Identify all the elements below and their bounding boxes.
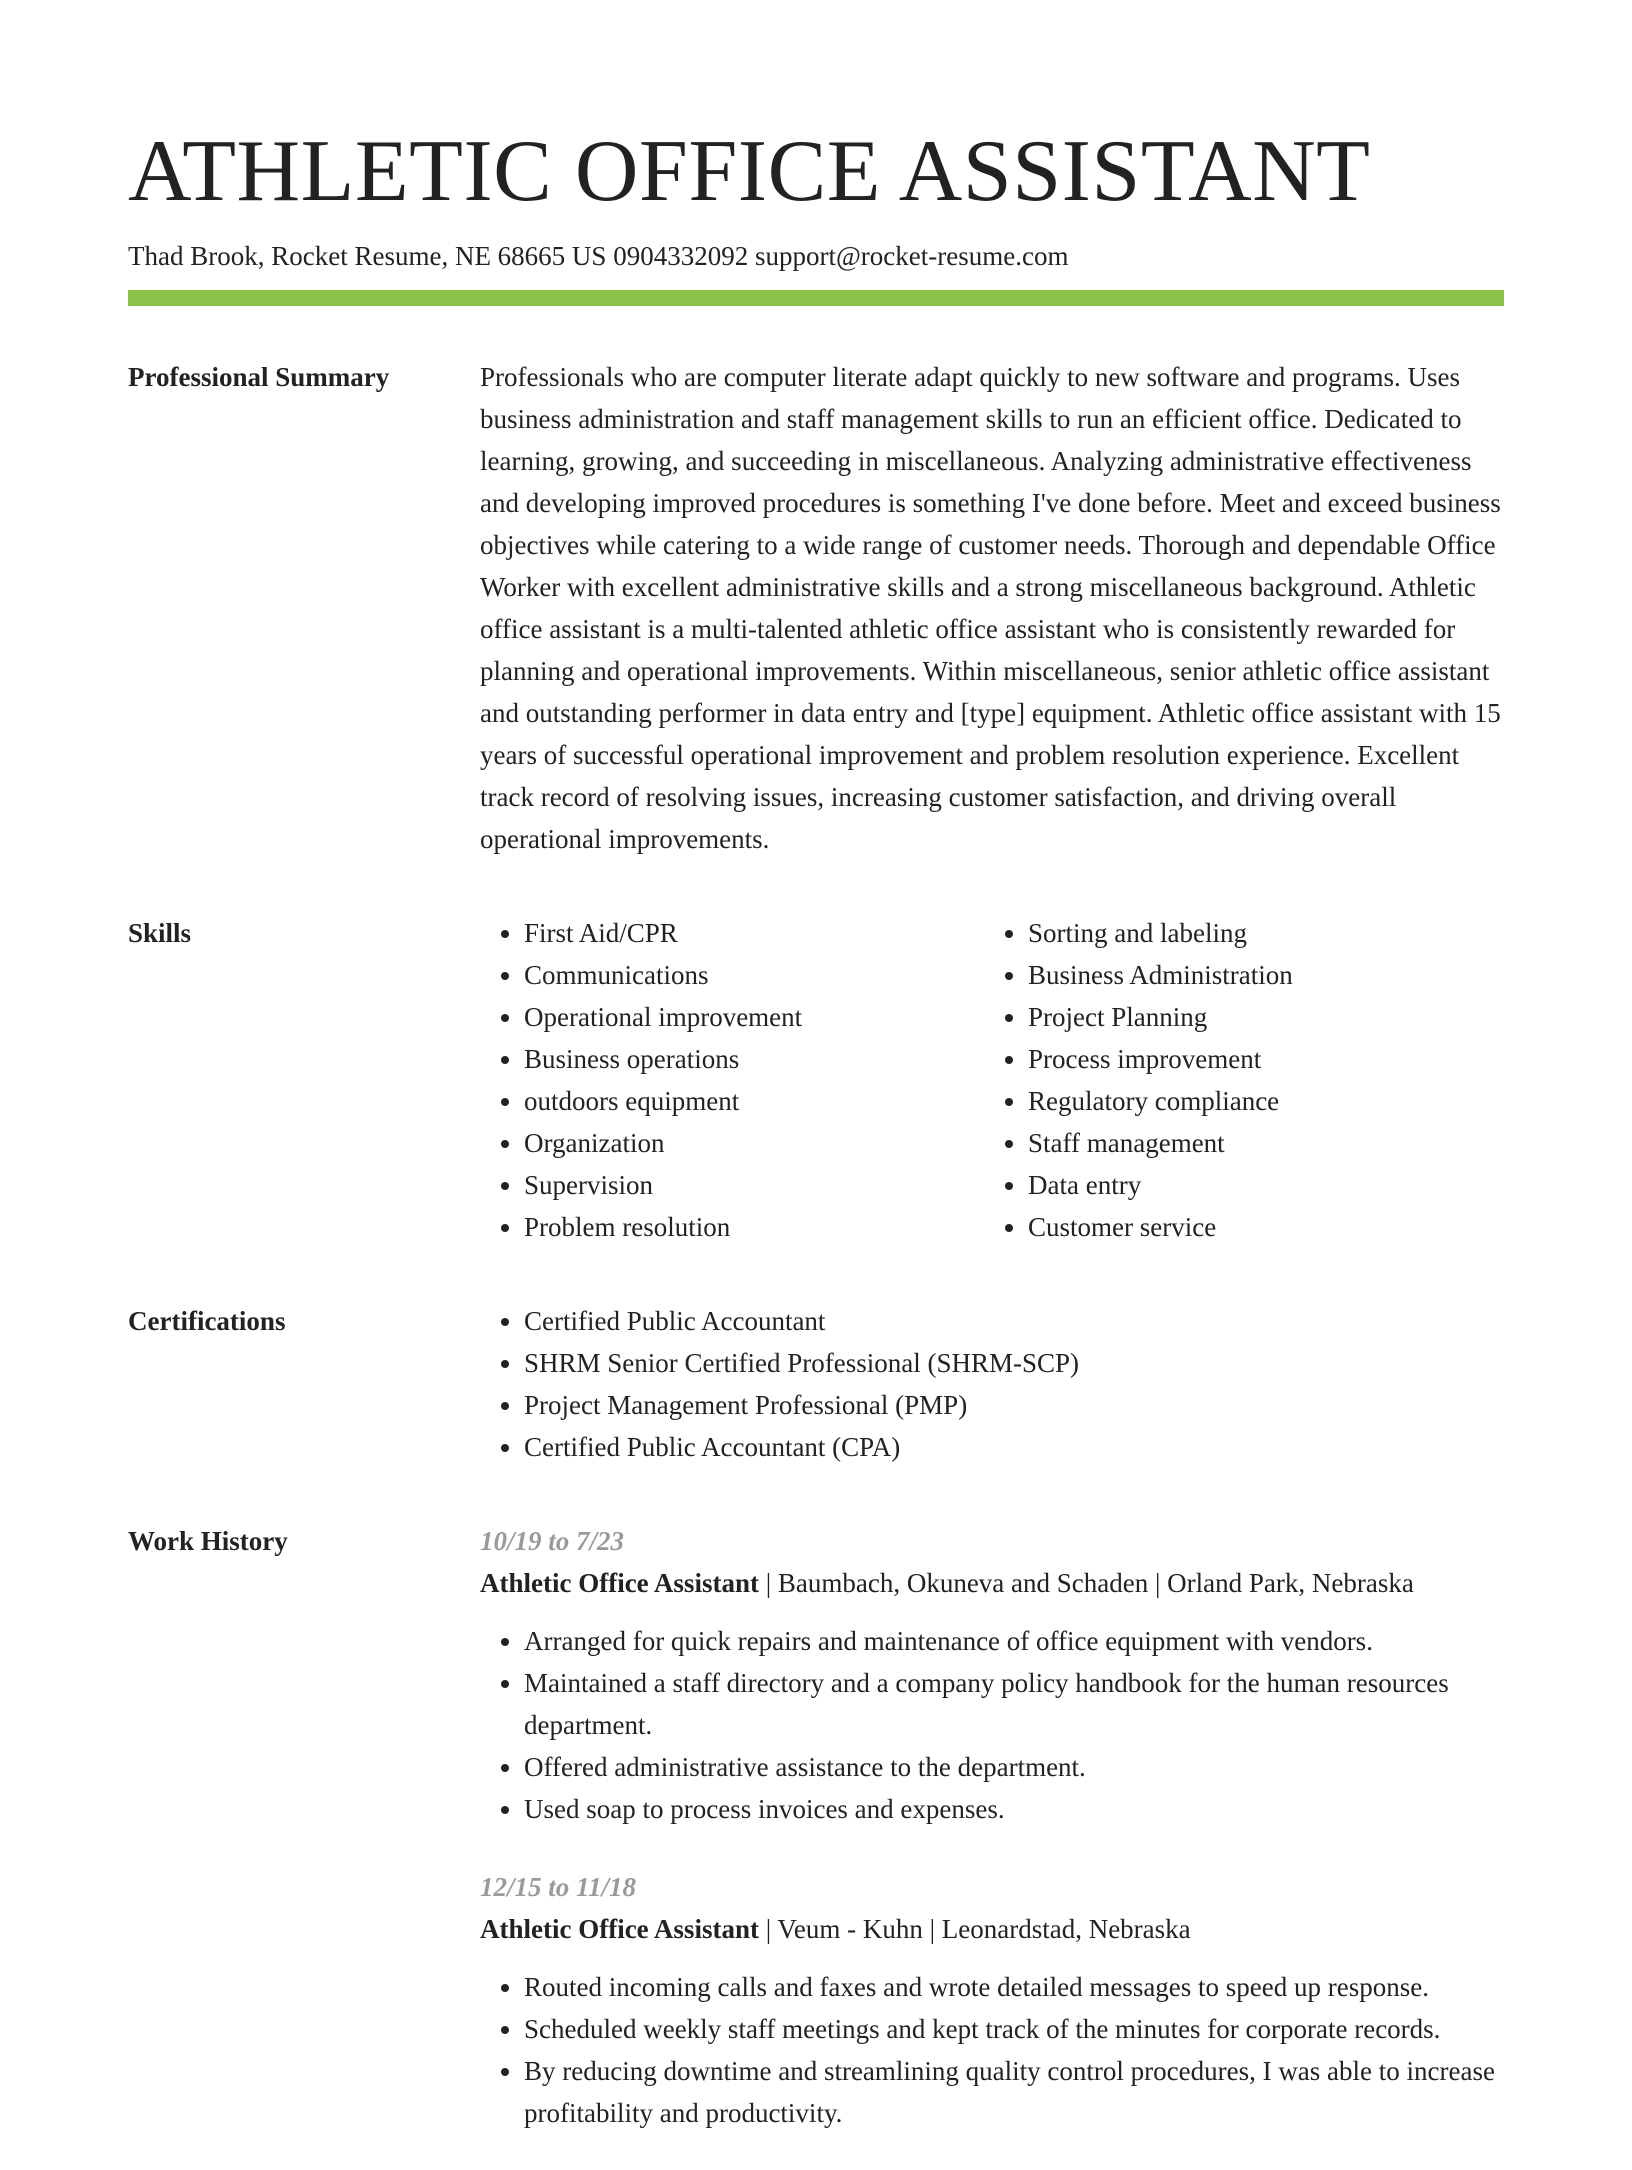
contact-line: Thad Brook, Rocket Resume, NE 68665 US 0904332092 support@rocket-resume.com xyxy=(128,241,1069,271)
certification-item: • SHRM Senior Certified Professional (SHRM-SCP) xyxy=(524,1342,1504,1384)
skills-list-left xyxy=(480,912,984,1248)
job-bullet: • Offered administrative assistance to the department. xyxy=(524,1746,1504,1788)
skill-item: • Process improvement xyxy=(1028,1038,1488,1080)
job-bullet: • Used soap to process invoices and expenses. xyxy=(524,1788,1504,1830)
section-label-skills: Skills xyxy=(128,918,192,948)
certification-item: • Project Management Professional (PMP) xyxy=(524,1384,1504,1426)
job-entry xyxy=(480,1520,1504,1830)
skills-section xyxy=(128,912,1504,1248)
skill-item: • Staff management xyxy=(1028,1122,1488,1164)
certifications-section xyxy=(128,1300,1504,1468)
section-label-summary: Professional Summary xyxy=(128,362,390,392)
accent-divider xyxy=(128,290,1504,306)
certification-item: • Certified Public Accountant (CPA) xyxy=(524,1426,1504,1468)
job-bullets xyxy=(480,1966,1504,2134)
skill-item: • Problem resolution xyxy=(524,1206,984,1248)
certifications-list xyxy=(480,1300,1504,1468)
job-bullet: • Routed incoming calls and faxes and wrote detailed messages to speed up response. xyxy=(524,1966,1504,2008)
skill-item: • Customer service xyxy=(1028,1206,1488,1248)
work-history-section xyxy=(128,1520,1504,2170)
skill-item: • Business Administration xyxy=(1028,954,1488,996)
job-heading xyxy=(480,1908,1504,1950)
skill-item: • First Aid/CPR xyxy=(524,912,984,954)
skill-item: • Supervision xyxy=(524,1164,984,1206)
job-bullet: • Arranged for quick repairs and maintenance of office equipment with vendors. xyxy=(524,1620,1504,1662)
skill-item: • Sorting and labeling xyxy=(1028,912,1488,954)
resume-page xyxy=(128,118,1504,2170)
job-bullet: • Maintained a staff directory and a company policy handbook for the human resources department. xyxy=(524,1662,1504,1746)
skill-item: • Organization xyxy=(524,1122,984,1164)
job-dates: 10/19 to 7/23 xyxy=(480,1526,625,1556)
skills-list-right xyxy=(984,912,1488,1248)
skill-item: • Communications xyxy=(524,954,984,996)
summary-text: Professionals who are computer literate adapt quickly to new software and programs. Uses business administration and staff management skills to run an efficient office. Dedicated to learning, growing, and succeeding in miscellaneous. Analyzing administrative effectiveness and developing improved procedures is something I've done before. Meet and exceed business objectives while catering to a wide range of customer needs. Thorough and dependable Office Worker with excellent administrative skills and a strong miscellaneous background. Athletic office assistant is a multi-talented athletic office assistant who is consistently rewarded for planning and operational improvements. Within miscellaneous, senior athletic office assistant and outstanding performer in data entry and [type] equipment. Athletic office assistant with 15 years of successful operational improvement and problem resolution experience. Excellent track record of resolving issues, increasing customer satisfaction, and driving overall operational improvements. xyxy=(480,362,1501,854)
job-heading xyxy=(480,1562,1504,1604)
resume-title: ATHLETIC OFFICE ASSISTANT xyxy=(128,123,1371,220)
skill-item: • outdoors equipment xyxy=(524,1080,984,1122)
skill-item: • Project Planning xyxy=(1028,996,1488,1038)
job-dates: 12/15 to 11/18 xyxy=(480,1872,637,1902)
job-details: | Baumbach, Okuneva and Schaden | Orland Park, Nebraska xyxy=(758,1568,1414,1598)
job-bullet: • Scheduled weekly staff meetings and kept track of the minutes for corporate records. xyxy=(524,2008,1504,2050)
job-bullet: • By reducing downtime and streamlining quality control procedures, I was able to increase profitability and productivity. xyxy=(524,2050,1504,2134)
skill-item: • Regulatory compliance xyxy=(1028,1080,1488,1122)
job-title: Athletic Office Assistant xyxy=(480,1914,759,1944)
skill-item: • Operational improvement xyxy=(524,996,984,1038)
certification-item: • Certified Public Accountant xyxy=(524,1300,1504,1342)
section-label-certifications: Certifications xyxy=(128,1306,286,1336)
job-bullets xyxy=(480,1620,1504,1830)
skill-item: • Data entry xyxy=(1028,1164,1488,1206)
section-label-work-history: Work History xyxy=(128,1526,288,1556)
job-title: Athletic Office Assistant xyxy=(480,1568,759,1598)
summary-section xyxy=(128,356,1504,860)
job-details: | Veum - Kuhn | Leonardstad, Nebraska xyxy=(758,1914,1191,1944)
skill-item: • Business operations xyxy=(524,1038,984,1080)
job-entry xyxy=(480,1866,1504,2134)
